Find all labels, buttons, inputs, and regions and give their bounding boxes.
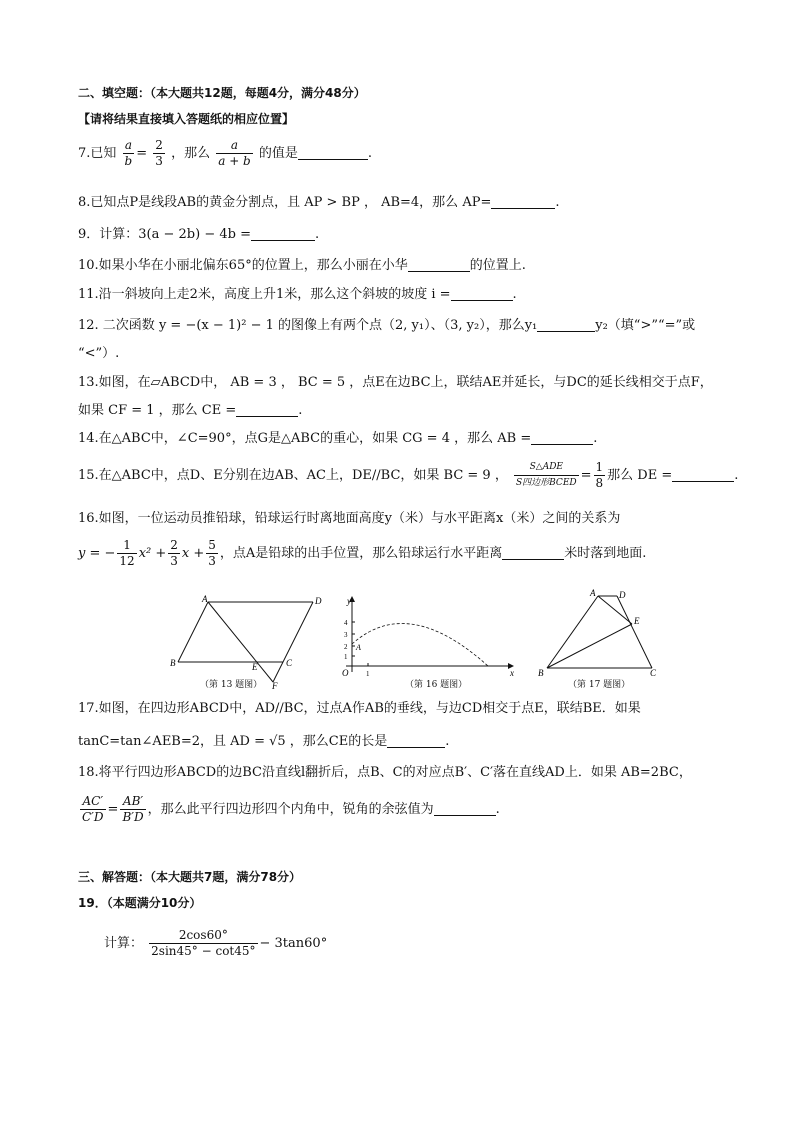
q13-answer-blank[interactable]: [236, 402, 298, 417]
svg-text:1: 1: [366, 670, 370, 678]
q9-answer-blank[interactable]: [251, 226, 315, 241]
question-18-line2: $\frac{AC'}{C'D}$ = $\frac{AB'}{B'D}$ ，那么此平行四边形四个内角中，锐角的余弦值为 .: [82, 794, 500, 824]
question-7: 7.已知 $\frac{a}{b}$ = $\frac{2}{3}$ ，那么 $\frac{a}{a + b}$ 的值是 .: [78, 138, 373, 168]
svg-text:C: C: [650, 668, 657, 676]
q18-answer-blank[interactable]: [434, 801, 496, 816]
question-12: 12. 二次函数 y = −(x − 1)² − 1 的图像上有两个点（2, y₁）、（3, y₂），那么y₁ y₂（填“>”“=”或: [78, 318, 696, 333]
question-19-heading: 19．（本题满分10分）: [78, 896, 202, 910]
section2-heading: 二、填空题：（本大题共12题，每题4分，满分48分）: [78, 86, 366, 100]
question-10: 10.如果小华在小丽北偏东65°的位置上，那么小丽在小华 的位置上.: [78, 258, 526, 273]
svg-text:y: y: [347, 596, 351, 606]
question-13: 13.如图，在▱ABCD中， AB = 3 ， BC = 5 ，点E在边BC上，联结AE并延长，与DC的延长线相交于点F，: [78, 375, 713, 390]
svg-text:C: C: [286, 658, 293, 668]
svg-text:3: 3: [344, 631, 348, 639]
svg-text:2: 2: [344, 643, 348, 651]
svg-text:B: B: [170, 658, 176, 668]
question-16-line2: y = − $\frac{1}{12}$ x² + $\frac{2}{3}$ x + $\frac{5}{3}$ ，点A是铅球的出手位置，那么铅球运行水平距离 米时落到地面.: [78, 538, 647, 568]
q15-fraction-1-8: $\frac{1}{8}$: [595, 460, 604, 490]
question-17: 17.如图，在四边形ABCD中，AD//BC，过点A作AB的垂线，与边CD相交于点E，联结BE．如果: [78, 701, 641, 716]
question-18: 18.将平行四边形ABCD的边BC沿直线l翻折后，点B、C的对应点B′、C′落在直线AD上．如果 AB=2BC，: [78, 765, 692, 780]
q7-fraction-2-3: $\frac{2}{3}$: [155, 138, 163, 168]
svg-text:F: F: [272, 681, 278, 691]
question-14: 14.在△ABC中，∠C=90°，点G是△ABC的重心，如果 CG = 4 ，那么 AB = .: [78, 431, 598, 446]
q16-answer-blank[interactable]: [502, 545, 564, 560]
svg-text:A: A: [590, 588, 596, 598]
question-9: 9．计算：3(a − 2b) − 4b = .: [78, 227, 320, 242]
question-19: 计算： $\frac{2\cos 60^\circ}{2\sin 45^\circ - \cot 45^\circ}$ − 3tan60°: [104, 928, 328, 958]
q7-answer-blank[interactable]: [298, 145, 368, 160]
section2-note: 【请将结果直接填入答题纸的相应位置】: [78, 112, 295, 126]
question-13-line2: 如果 CF = 1 ，那么 CE = .: [78, 403, 303, 418]
svg-text:A: A: [356, 643, 361, 652]
svg-text:4: 4: [344, 619, 348, 627]
svg-text:D: D: [315, 596, 322, 606]
svg-text:1: 1: [344, 653, 348, 661]
figure-16: [338, 594, 518, 678]
q15-area-ratio: $\frac{\text{S△ADE}}{\text{S四边形BCED}}$: [515, 462, 577, 488]
q15-answer-blank[interactable]: [672, 467, 734, 482]
question-15: 15.在△ABC中，点D、E分别在边AB、AC上，DE//BC，如果 BC = 9 ， $\frac{\text{S△ADE}}{\text{S四边形BCED}}$ = $\frac{1}{8}$ 那么 DE = .: [78, 460, 739, 490]
question-16: 16.如图，一位运动员推铅球，铅球运行时离地面高度y（米）与水平距离x（米）之间的关系为: [78, 511, 621, 526]
figure-17-caption: （第 17 题图）: [568, 680, 631, 690]
figure-13-caption: （第 13 题图）: [200, 680, 263, 690]
svg-text:A: A: [202, 594, 208, 604]
question-11: 11.沿一斜坡向上走2米，高度上升1米，那么这个斜坡的坡度 i = .: [78, 287, 517, 302]
q8-answer-blank[interactable]: [491, 194, 555, 209]
q12-answer-blank[interactable]: [537, 317, 595, 332]
section3-heading: 三、解答题：（本大题共7题，满分78分）: [78, 870, 302, 884]
question-17-line2: tanC=tan∠AEB=2，且 AD = √5 ，那么CE的长是 .: [78, 734, 450, 749]
q7-prefix: 7.已知: [78, 146, 117, 161]
q19-fraction: $\frac{2\cos 60^\circ}{2\sin 45^\circ - \cot 45^\circ}$: [151, 928, 256, 958]
question-12-line2: “<”）.: [78, 346, 120, 361]
svg-text:E: E: [634, 616, 640, 626]
svg-text:E: E: [252, 662, 258, 672]
question-8: 8.已知点P是线段AB的黄金分割点，且 AP > BP ， AB=4，那么 AP= .: [78, 195, 560, 210]
q17-answer-blank[interactable]: [387, 733, 445, 748]
q11-answer-blank[interactable]: [451, 286, 513, 301]
figure-16-caption: （第 16 题图）: [405, 680, 468, 690]
figure-17: [532, 586, 662, 676]
q10-answer-blank[interactable]: [408, 257, 470, 272]
q7-fraction-a-b: $\frac{a}{b}$: [124, 138, 133, 168]
svg-text:D: D: [619, 590, 626, 600]
q7-fraction-expression: $\frac{a}{a + b}$: [218, 138, 251, 168]
svg-text:O: O: [342, 668, 349, 678]
svg-text:B: B: [538, 668, 544, 676]
svg-text:x: x: [510, 668, 514, 678]
q14-answer-blank[interactable]: [531, 430, 593, 445]
